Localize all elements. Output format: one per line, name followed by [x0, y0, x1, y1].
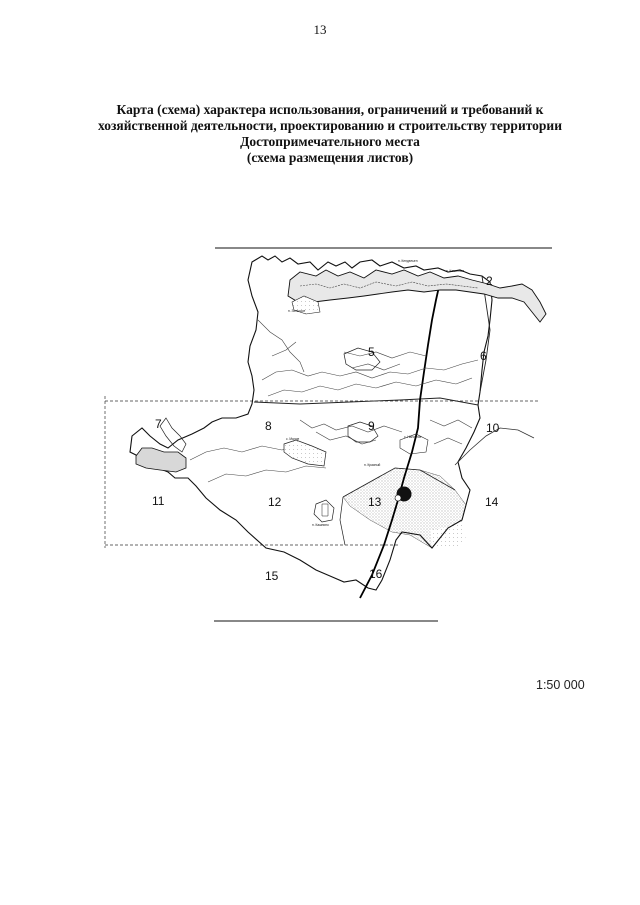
settlement-label: п. Зольское — [288, 309, 306, 313]
settlement-label: п. Кендельен — [398, 259, 418, 263]
sheet-division-12-13 — [340, 497, 345, 545]
sheet-label-2: 2 — [486, 274, 493, 288]
settlement-label: п. Каменное — [446, 269, 465, 273]
settlement-label: с. Малое — [286, 437, 300, 441]
sheet-label-13: 13 — [368, 495, 382, 509]
title-line-1: Карта (схема) характера использования, ограничений и требований к — [116, 102, 544, 117]
sheet-label-6: 6 — [480, 349, 487, 363]
sheet-label-12: 12 — [268, 495, 282, 509]
sheet-label-5: 5 — [368, 345, 375, 359]
title-line-2: хозяйственной деятельности, проектированию и строительству территории — [97, 118, 562, 133]
title-line-4: (схема размещения листов) — [246, 150, 414, 165]
northern-river-strip — [288, 270, 546, 322]
settlement-label: п. Красный — [364, 463, 381, 467]
sheet-division-5-8 — [254, 398, 478, 405]
title-line-3: Достопримечательного места — [240, 134, 420, 149]
sheet-label-14: 14 — [485, 495, 499, 509]
sheet-label-7: 7 — [155, 417, 162, 431]
sheet-label-16: 16 — [369, 567, 383, 581]
settlement-block-south — [314, 500, 334, 522]
sheet-label-10: 10 — [486, 421, 500, 435]
sheet-label-15: 15 — [265, 569, 279, 583]
western-lake — [136, 448, 186, 472]
settlement-label: с. Нагорное — [404, 435, 422, 439]
sheet-label-9: 9 — [368, 419, 375, 433]
settlement-label: п. Кашнино — [312, 523, 329, 527]
settlement-block-west — [284, 440, 326, 466]
map-scale: 1:50 000 — [536, 678, 585, 692]
streams — [190, 320, 478, 482]
sheet-label-8: 8 — [265, 419, 272, 433]
page-number: 13 — [313, 22, 327, 37]
sheet-label-11: 11 — [152, 494, 165, 508]
small-parcel — [322, 504, 328, 516]
western-inlet — [160, 418, 186, 452]
